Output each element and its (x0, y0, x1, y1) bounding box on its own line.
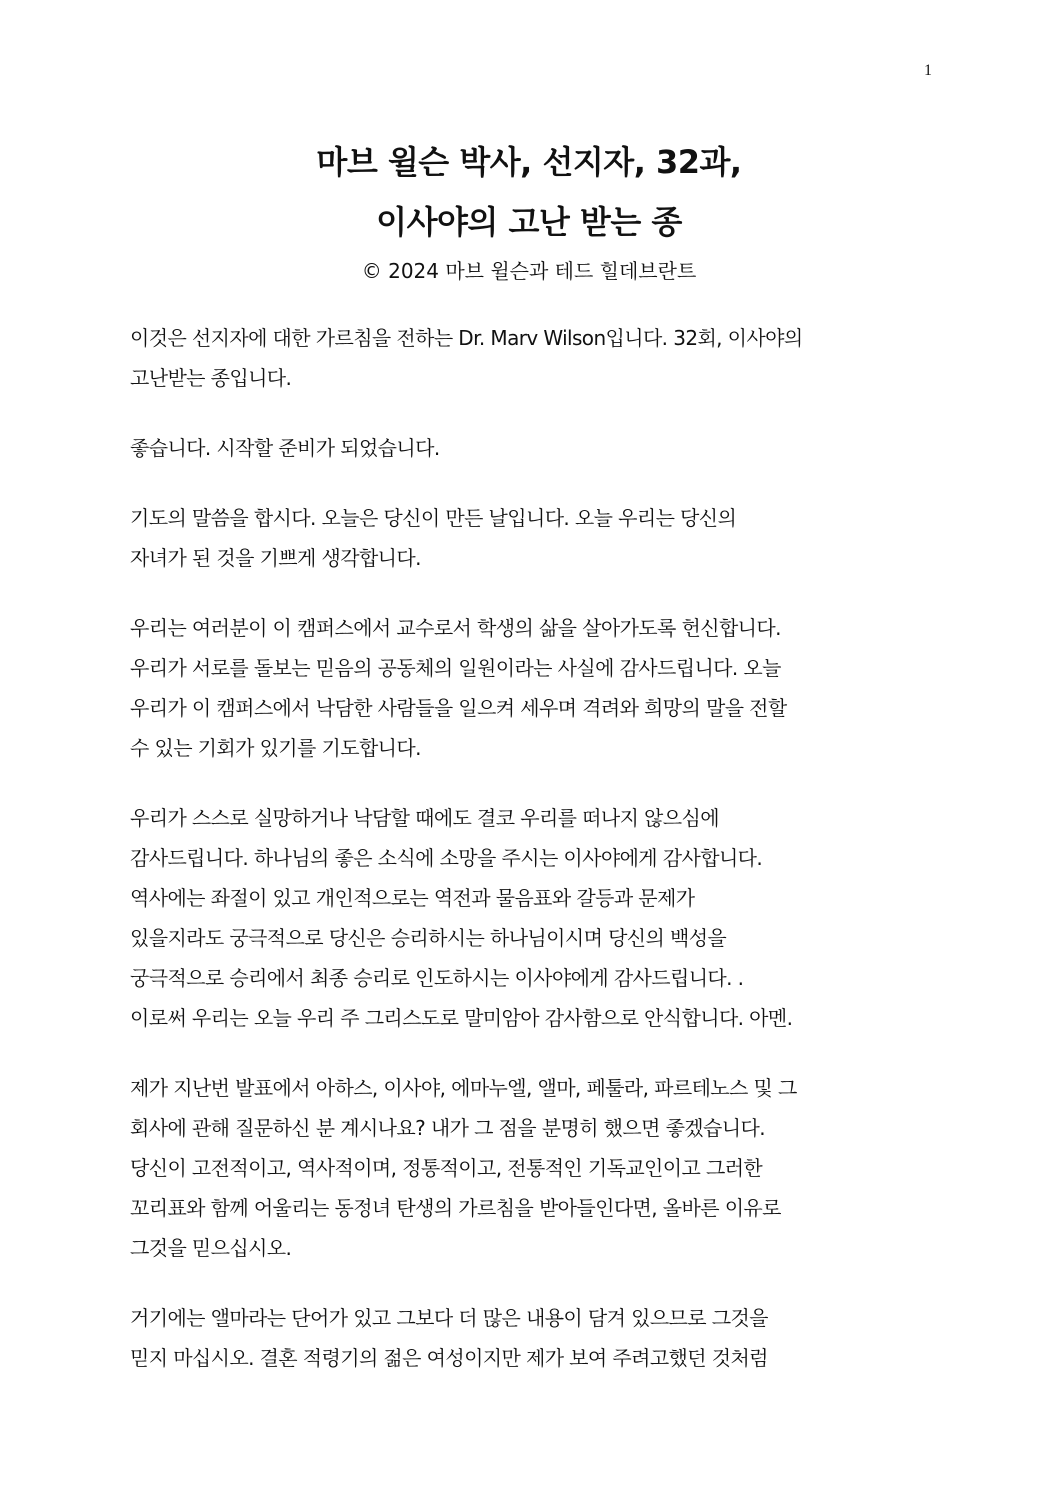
paragraph-prayer-opening (130, 498, 930, 578)
text-line: 궁극적으로 승리에서 최종 승리로 인도하시는 이사야에게 감사드립니다. . (130, 966, 744, 990)
text-line: 있을지라도 궁극적으로 당신은 승리하시는 하나님이시며 당신의 백성을 (130, 926, 727, 950)
text-line: 이로써 우리는 오늘 우리 주 그리스도로 말미암아 감사함으로 안식합니다. 아멘. (130, 1006, 793, 1030)
document-title-line-2: 이사야의 고난 받는 종 (376, 203, 682, 241)
text-line: 우리가 이 캠퍼스에서 낙담한 사람들을 일으켜 세우며 격려와 희망의 말을 전할 (130, 696, 787, 720)
text-line: 꼬리표와 함께 어울리는 동정녀 탄생의 가르침을 받아들인다면, 올바른 이유로 (130, 1196, 781, 1220)
paragraph-questions (130, 1068, 930, 1268)
text-line: 감사드립니다. 하나님의 좋은 소식에 소망을 주시는 이사야에게 감사합니다. (130, 846, 763, 870)
text-line: 자녀가 된 것을 기쁘게 생각합니다. (130, 546, 421, 570)
text-line: 당신이 고전적이고, 역사적이며, 정통적이고, 전통적인 기독교인이고 그러한 (130, 1156, 763, 1180)
title-block (0, 132, 1058, 286)
text-line: 기도의 말씀을 합시다. 오늘은 당신이 만든 날입니다. 오늘 우리는 당신의 (130, 506, 737, 530)
text-line: 고난받는 종입니다. (130, 366, 292, 390)
text-line: 수 있는 기회가 있기를 기도합니다. (130, 736, 421, 760)
text-line: 이것은 선지자에 대한 가르침을 전하는 Dr. Marv Wilson입니다. 32회, 이사야의 (130, 326, 803, 350)
paragraph-almah (130, 1298, 930, 1378)
paragraph-prayer-thanks (130, 798, 930, 1038)
document-body (130, 318, 930, 1408)
text-line: 그것을 믿으십시오. (130, 1236, 292, 1260)
paragraph-intro (130, 318, 930, 398)
text-line: 우리가 스스로 실망하거나 낙담할 때에도 결코 우리를 떠나지 않으심에 (130, 806, 719, 830)
text-line: 우리는 여러분이 이 캠퍼스에서 교수로서 학생의 삶을 살아가도록 헌신합니다. (130, 616, 781, 640)
text-line: 회사에 관해 질문하신 분 계시나요? 내가 그 점을 분명히 했으면 좋겠습니다. (130, 1116, 765, 1140)
text-line: 제가 지난번 발표에서 아하스, 이사야, 에마누엘, 앨마, 페툴라, 파르테노스 및 그 (130, 1076, 797, 1100)
text-line: 믿지 마십시오. 결혼 적령기의 젊은 여성이지만 제가 보여 주려고했던 것처럼 (130, 1346, 768, 1370)
page-number: 1 (924, 62, 932, 79)
document-title-line-1: 마브 윌슨 박사, 선지자, 32과, (316, 143, 742, 181)
paragraph-prayer-campus (130, 608, 930, 768)
paragraph-ready (130, 428, 930, 468)
copyright-notice: © 2024 마브 윌슨과 테드 힐데브란트 (361, 259, 697, 283)
text-line: 우리가 서로를 돌보는 믿음의 공동체의 일원이라는 사실에 감사드립니다. 오늘 (130, 656, 781, 680)
text-line: 거기에는 앨마라는 단어가 있고 그보다 더 많은 내용이 담겨 있으므로 그것을 (130, 1306, 768, 1330)
text-line: 좋습니다. 시작할 준비가 되었습니다. (130, 436, 440, 460)
text-line: 역사에는 좌절이 있고 개인적으로는 역전과 물음표와 갈등과 문제가 (130, 886, 695, 910)
